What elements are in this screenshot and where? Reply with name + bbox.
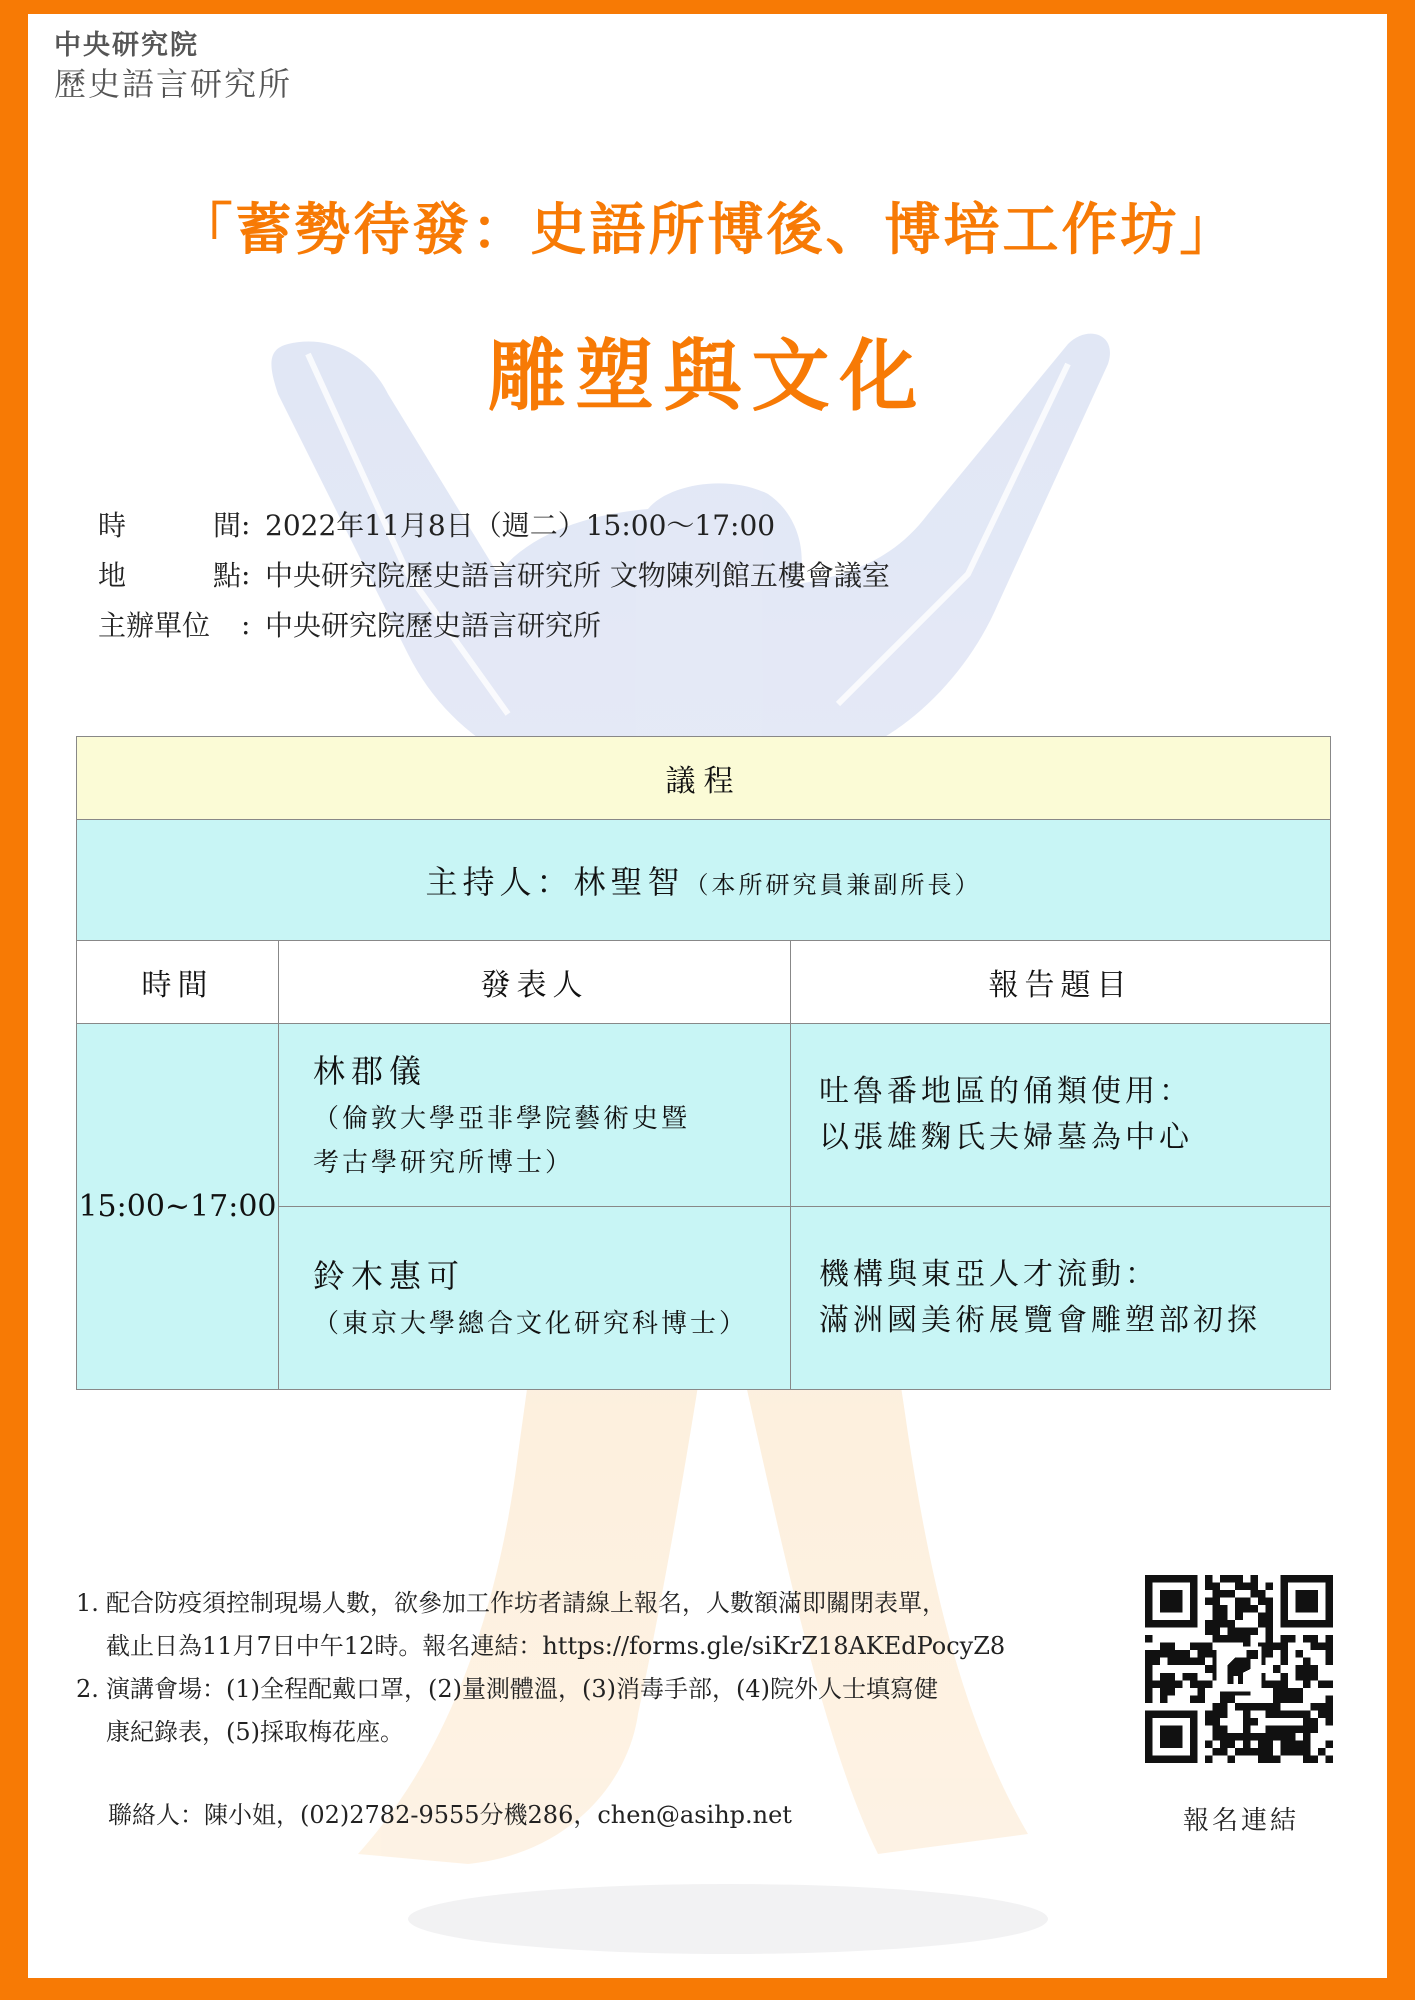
topic-line: 機構與東亞人才流動： <box>819 1257 1159 1292</box>
notes-list <box>76 1582 1106 1754</box>
speaker-affiliation: （東京大學總合文化研究科博士） <box>313 1309 749 1339</box>
workshop-subtitle: 雕塑與文化 <box>487 331 928 422</box>
info-colon: : <box>241 557 251 591</box>
note-text <box>106 1668 1106 1754</box>
speaker-affiliation: （倫敦大學亞非學院藝術史暨 <box>313 1104 691 1134</box>
speaker-cell <box>279 1024 791 1207</box>
column-header-topic: 報告題目 <box>791 941 1331 1024</box>
dinosaur-icon <box>1216 1646 1261 1691</box>
note-line: 配合防疫須控制現場人數，欲參加工作坊者請線上報名，人數額滿即關閉表單， <box>106 1589 946 1617</box>
agenda-host-row <box>77 820 1331 941</box>
list-item <box>76 1582 1106 1668</box>
info-row-organizer <box>98 599 890 649</box>
note-number: 2. <box>76 1675 99 1703</box>
info-label-organizer: 主辦單位 <box>98 609 211 642</box>
poster-content <box>28 14 1387 1978</box>
event-info <box>98 499 890 649</box>
note-text <box>106 1582 1106 1668</box>
host-note: （本所研究員兼副所長） <box>684 871 982 899</box>
note-line: 演講會場：(1)全程配戴口罩，(2)量測體溫，(3)消毒手部，(4)院外人士填寫健 <box>106 1675 938 1703</box>
column-header-time: 時間 <box>77 941 279 1024</box>
info-row-place <box>98 549 890 599</box>
speaker-affiliation: 考古學研究所博士） <box>313 1148 575 1178</box>
topic-line: 滿洲國美術展覽會雕塑部初探 <box>819 1303 1261 1338</box>
agenda-title: 議程 <box>77 737 1331 820</box>
host-label: 主持人：林聖智 <box>425 863 685 901</box>
contact-info: 聯絡人：陳小姐，(02)2782-9555分機286，chen@asihp.net <box>108 1801 792 1829</box>
info-value-place: 中央研究院歷史語言研究所 文物陳列館五樓會議室 <box>265 559 890 592</box>
list-item <box>76 1668 1106 1754</box>
agenda-table <box>76 736 1331 1390</box>
info-label-time: 時 間 <box>98 509 241 542</box>
qr-code-label: 報名連結 <box>1182 1806 1299 1836</box>
topic-line: 以張雄麴氏夫婦墓為中心 <box>819 1120 1193 1155</box>
speaker-cell <box>279 1207 791 1390</box>
workshop-title: 「蓄勢待發：史語所博後、博培工作坊」 <box>176 197 1239 263</box>
table-row <box>77 1024 1331 1207</box>
speaker-name: 鈴木惠可 <box>313 1257 466 1295</box>
agenda-title-row <box>77 737 1331 820</box>
info-colon: : <box>241 607 251 641</box>
logo-line-academia: 中央研究院 <box>54 30 199 61</box>
note-line: 截止日為11月7日中午12時。報名連結：https://forms.gle/siKrZ18AKEdPocyZ8 <box>106 1632 1006 1660</box>
topic-cell <box>791 1207 1331 1390</box>
note-line: 康紀錄表，(5)採取梅花座。 <box>106 1718 404 1746</box>
session-time: 15:00~17:00 <box>77 1024 279 1390</box>
topic-cell <box>791 1024 1331 1207</box>
institute-logo <box>54 28 292 104</box>
info-row-time <box>98 499 890 549</box>
note-number: 1. <box>76 1589 99 1617</box>
logo-line-institute: 歷史語言研究所 <box>54 65 293 103</box>
info-value-organizer: 中央研究院歷史語言研究所 <box>265 609 602 642</box>
speaker-name: 林郡儀 <box>313 1052 428 1090</box>
info-label-place: 地 點 <box>98 559 241 592</box>
info-value-time: 2022年11月8日（週二）15:00～17:00 <box>265 509 776 542</box>
column-header-speaker: 發表人 <box>279 941 791 1024</box>
topic-line: 吐魯番地區的俑類使用： <box>819 1074 1193 1109</box>
registration-qr-code[interactable] <box>1145 1575 1333 1763</box>
agenda-header-row <box>77 941 1331 1024</box>
info-colon: : <box>241 507 251 541</box>
agenda-host <box>77 820 1331 941</box>
